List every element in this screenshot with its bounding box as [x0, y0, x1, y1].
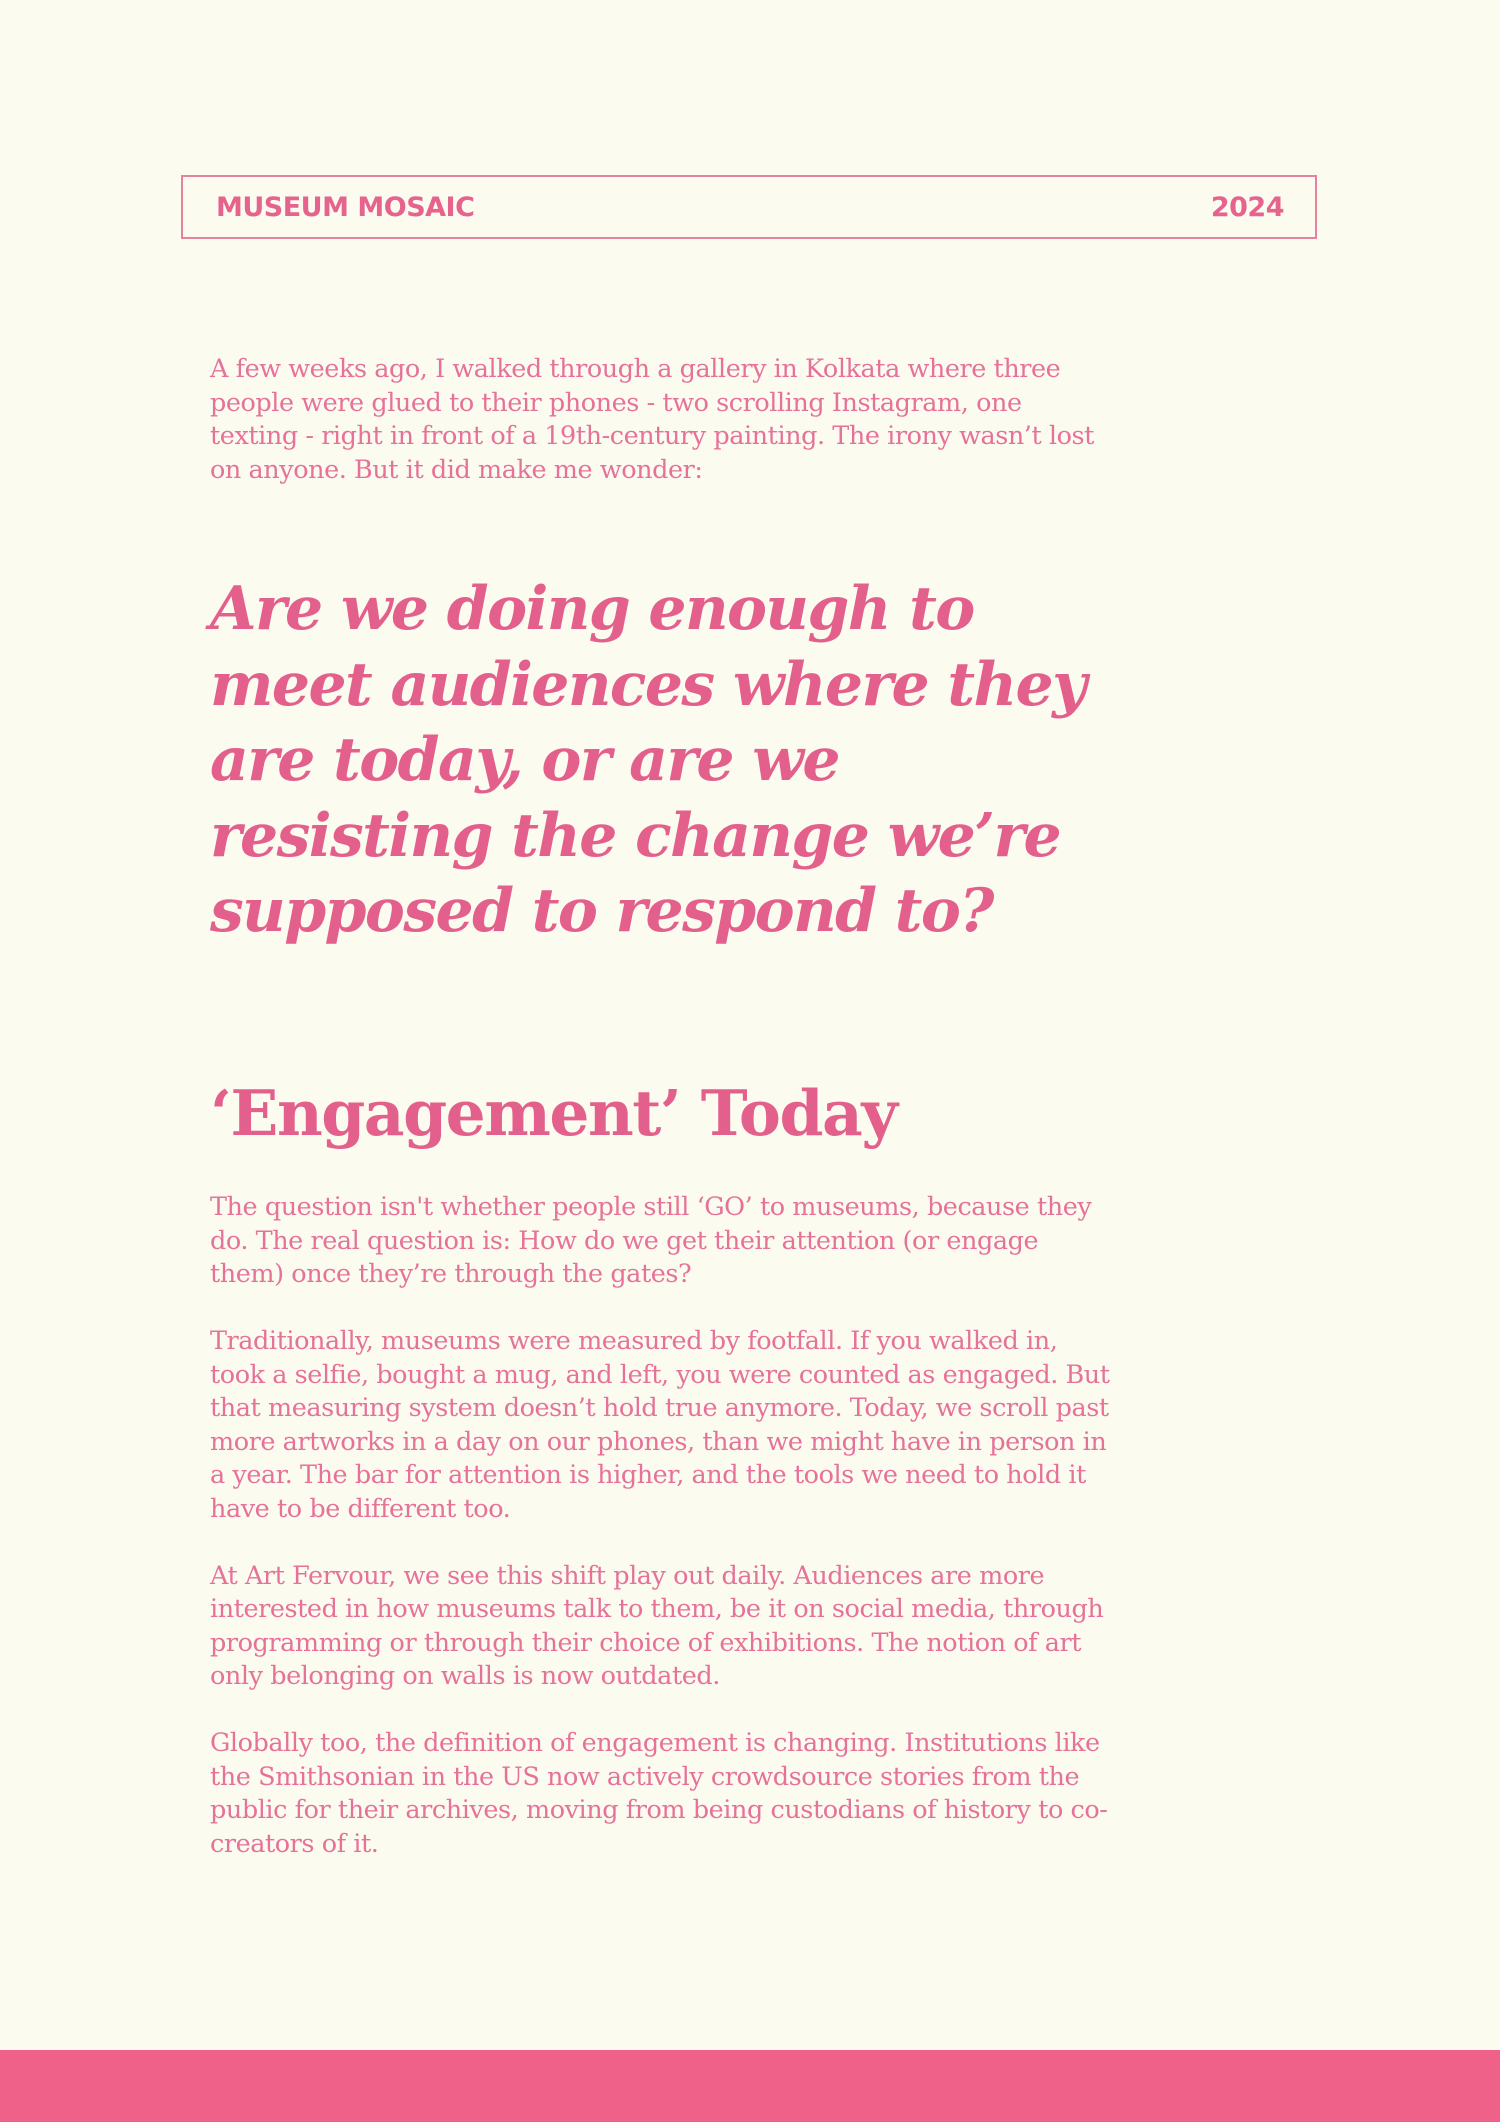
body-paragraph: Traditionally, museums were measured by footfall. If you walked in, took a selfie, bought a mug, and left, you were counted as engaged. But that measuring system doesn’t hold true anymore. Today, we scroll past more artworks in a day on our phones, than we might have in person in a year. The bar for attention is higher, and the tools we need to hold it have to be different too.: [210, 1326, 1110, 1524]
section-body: [210, 1191, 1110, 1895]
article-content: [210, 353, 1110, 1859]
body-paragraph: The question isn't whether people still ‘GO’ to museums, because they do. The real question is: How do we get their attention (or engage them) once they’re through the gates?: [210, 1192, 1092, 1289]
body-paragraph: At Art Fervour, we see this shift play out daily. Audiences are more interested in how museums talk to them, be it on social media, through programming or through their choice of exhibitions. The notion of art only belonging on walls is now outdated.: [210, 1560, 1104, 1691]
section-title: ‘Engagement’ Today: [210, 1076, 897, 1150]
header-box: [181, 175, 1317, 239]
intro-paragraph: A few weeks ago, I walked through a gallery in Kolkata where three people were glued to their phones - two scrolling Instagram, one texting - right in front of a 19th-century painting. The irony wasn’t lost on anyone. But it did make me wonder:: [210, 354, 1094, 485]
publication-title: MUSEUM MOSAIC: [216, 191, 475, 223]
publication-year: 2024: [1210, 191, 1284, 223]
body-paragraph: Globally too, the definition of engagement is changing. Institutions like the Smithsonian in the US now actively crowdsource stories from the public for their archives, moving from being custodians of history to co-creators of it.: [210, 1728, 1108, 1859]
footer-bar: [0, 2050, 1500, 2122]
pull-quote: Are we doing enough to meet audiences where they are today, or are we resisting the change we’re supposed to respond to?: [210, 574, 1086, 946]
